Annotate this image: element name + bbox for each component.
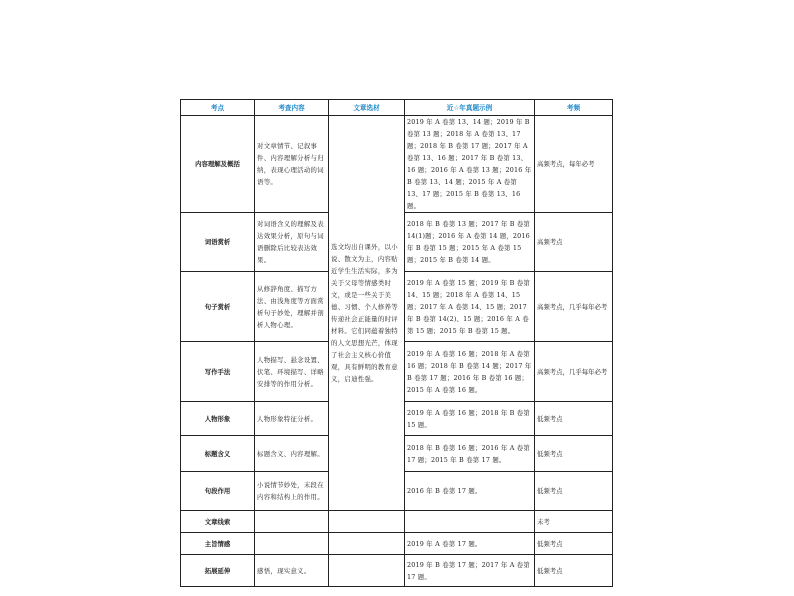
header-point: 考点	[181, 100, 255, 116]
table-row	[181, 116, 613, 213]
exam-frequency: 未考	[535, 511, 613, 533]
empty-cell	[329, 555, 405, 587]
exam-examples: 2016 年 B 卷第 17 题。	[405, 472, 535, 511]
exam-examples: 2019 年 B 卷第 17 题；2017 年 A 卷第 17 题。	[405, 555, 535, 587]
empty-cell	[329, 533, 405, 555]
exam-examples	[405, 511, 535, 533]
article-selection: 选文均出自课外，以小说、散文为主，内容贴近学生生活实际，多为关于父母等情感类时文，或是一些关于美德、习惯、个人修养等传递社会正能量的时评材料。它们同蕴着独特的人文思想光芒，体现了社会主义核心价值观，具有鲜明的教育意义，启迪性强。	[329, 116, 405, 511]
exam-frequency: 低频考点	[535, 436, 613, 472]
exam-frequency: 高频考点，几乎每年必考	[535, 342, 613, 402]
exam-point: 主旨情感	[181, 533, 255, 555]
exam-examples: 2019 年 A 卷第 13、14 题；2019 年 B 卷第 13 题；2018 年 A 卷第 13、17 题；2018 年 B 卷第 17 题；2017 年 A 卷第 13、16 题；2017 年 B 卷第 13、16 题；2016 年 A 卷第 13 题；2016 年 B 卷第 13、14 题；2015 年 A 卷第 13、17 题；2015 年 B 卷第 13、16 题。	[405, 116, 535, 213]
exam-frequency: 低频考点	[535, 402, 613, 436]
exam-frequency: 低频考点	[535, 555, 613, 587]
exam-point: 写作手法	[181, 342, 255, 402]
header-content: 考查内容	[255, 100, 329, 116]
test-content: 对词语含义的理解及表达效果分析，原句与词语删除后比较表达效果。	[255, 213, 329, 272]
header-examples: 近☆年真题示例	[405, 100, 535, 116]
empty-cell	[329, 511, 405, 533]
test-content: 标题含义、内容理解。	[255, 436, 329, 472]
exam-analysis-table	[180, 99, 613, 587]
exam-frequency: 高频考点，几乎每年必考	[535, 272, 613, 342]
exam-frequency: 低频考点	[535, 472, 613, 511]
test-content: 人物描写、悬念设置、伏笔、环境描写、详略安排等的作用分析。	[255, 342, 329, 402]
test-content: 人物形象特征分析。	[255, 402, 329, 436]
table-row	[181, 555, 613, 587]
header-frequency: 考频	[535, 100, 613, 116]
exam-examples: 2018 年 B 卷第 13 题；2017 年 B 卷第 14(1)题；2016 年 A 卷第 14 题，2016 年 B 卷第 15 题；2015 年 A 卷第 15 题；2015 年 B 卷第 14 题。	[405, 213, 535, 272]
exam-examples: 2019 年 A 卷第 17 题。	[405, 533, 535, 555]
exam-frequency: 高频考点	[535, 213, 613, 272]
exam-frequency: 低频考点	[535, 533, 613, 555]
exam-examples: 2018 年 B 卷第 16 题；2016 年 A 卷第 17 题；2015 年 B 卷第 17 题。	[405, 436, 535, 472]
test-content: 从修辞角度、描写方法、由浅角度等方面赏析句子妙处，理解并剖析人物心理。	[255, 272, 329, 342]
exam-point: 句段作用	[181, 472, 255, 511]
exam-point: 文章线索	[181, 511, 255, 533]
test-content: 感悟，现实意义。	[255, 555, 329, 587]
exam-point: 人物形象	[181, 402, 255, 436]
test-content: 小说情节妙处，末段在内容和结构上的作用。	[255, 472, 329, 511]
test-content	[255, 511, 329, 533]
exam-point: 标题含义	[181, 436, 255, 472]
exam-frequency: 高频考点，每年必考	[535, 116, 613, 213]
test-content	[255, 533, 329, 555]
test-content: 对文章情节、记叙事件、内容理解分析与归纳，表现心理活动的词语等。	[255, 116, 329, 213]
exam-point: 内容理解及概括	[181, 116, 255, 213]
exam-examples: 2019 年 A 卷第 16 题；2018 年 A 卷第 16 题；2018 年 B 卷第 14 题；2017 年 B 卷第 17 题；2016 年 B 卷第 16 题；2015 年 A 卷第 16 题。	[405, 342, 535, 402]
exam-point: 词语赏析	[181, 213, 255, 272]
table-row	[181, 511, 613, 533]
exam-point: 句子赏析	[181, 272, 255, 342]
exam-point: 拓展延伸	[181, 555, 255, 587]
exam-examples: 2019 年 A 卷第 15 题；2019 年 B 卷第 14、15 题；2018 年 A 卷第 14、15 题；2017 年 A 卷第 14、15 题；2017 年 B 卷第 14(2)、15 题；2016 年 A 卷第 15 题；2015 年 B 卷第 15 题。	[405, 272, 535, 342]
header-selection: 文章选材	[329, 100, 405, 116]
table-row	[181, 533, 613, 555]
header-row	[181, 100, 613, 116]
exam-examples: 2019 年 A 卷第 16 题；2018 年 B 卷第 15 题。	[405, 402, 535, 436]
